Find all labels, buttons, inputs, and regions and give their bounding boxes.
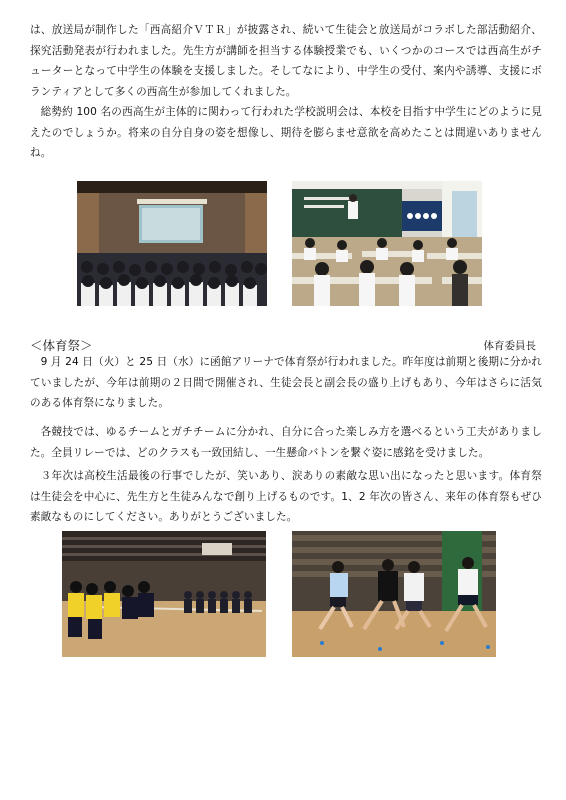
author-label: 体育委員長 <box>483 340 536 352</box>
relay-race-photo <box>292 531 496 657</box>
tug-of-war-photo <box>62 531 266 657</box>
intro-paragraph-1: は、放送局が制作した「西高紹介ＶＴＲ」が披露され、続いて生徒会と放送局がコラボした部活動紹介、探究活動発表が行われました。先生方が講師を担当する体験授業でも、いくつかのコースでは西高生がチューターとなって中学生の体験を支援しました。そしてなにより、中学生の受付、案内や誘導、支援にボランティアとして多くの西高生が参加してくれました。 <box>30 24 542 98</box>
sports-paragraph-1: 9 月 24 日（火）と 25 日（水）に函館アリーナで体育祭が行われました。昨年度は前期と後期に分かれていましたが、今年は前期の２日間で開催され、生徒会長と副会長の盛り上げもあり、今年はさらに活気のある体育祭になりました。 <box>30 356 542 409</box>
classroom-photo <box>292 181 482 306</box>
sports-paragraph-2: 各競技では、ゆるチームとガチチームに分かれ、自分に合った楽しみ方を選べるという工夫がありました。全員リレーでは、どのクラスも一致団結し、一生懸命バトンを繋ぐ姿に感銘を受けました。 <box>30 426 542 459</box>
sports-paragraph-3: ３年次は高校生活最後の行事でしたが、笑いあり、涙ありの素敵な思い出になったと思います。体育祭は生徒会を中心に、先生方と生徒みんなで創り上げるものです。1、2 年次の皆さん、来年の体育祭もぜひ素敵なものにしてください。ありがとうございました。 <box>30 470 542 523</box>
section-heading: ＜体育祭＞ <box>30 338 93 353</box>
auditorium-photo <box>77 181 267 306</box>
intro-paragraph-2: 総勢約 100 名の西高生が主体的に関わって行われた学校説明会は、本校を目指す中学生にどのように見えたのでしょうか。将来の自分自身の姿を想像し、期待を膨らませ意欲を高めたことは間違いありませんね。 <box>30 106 542 159</box>
